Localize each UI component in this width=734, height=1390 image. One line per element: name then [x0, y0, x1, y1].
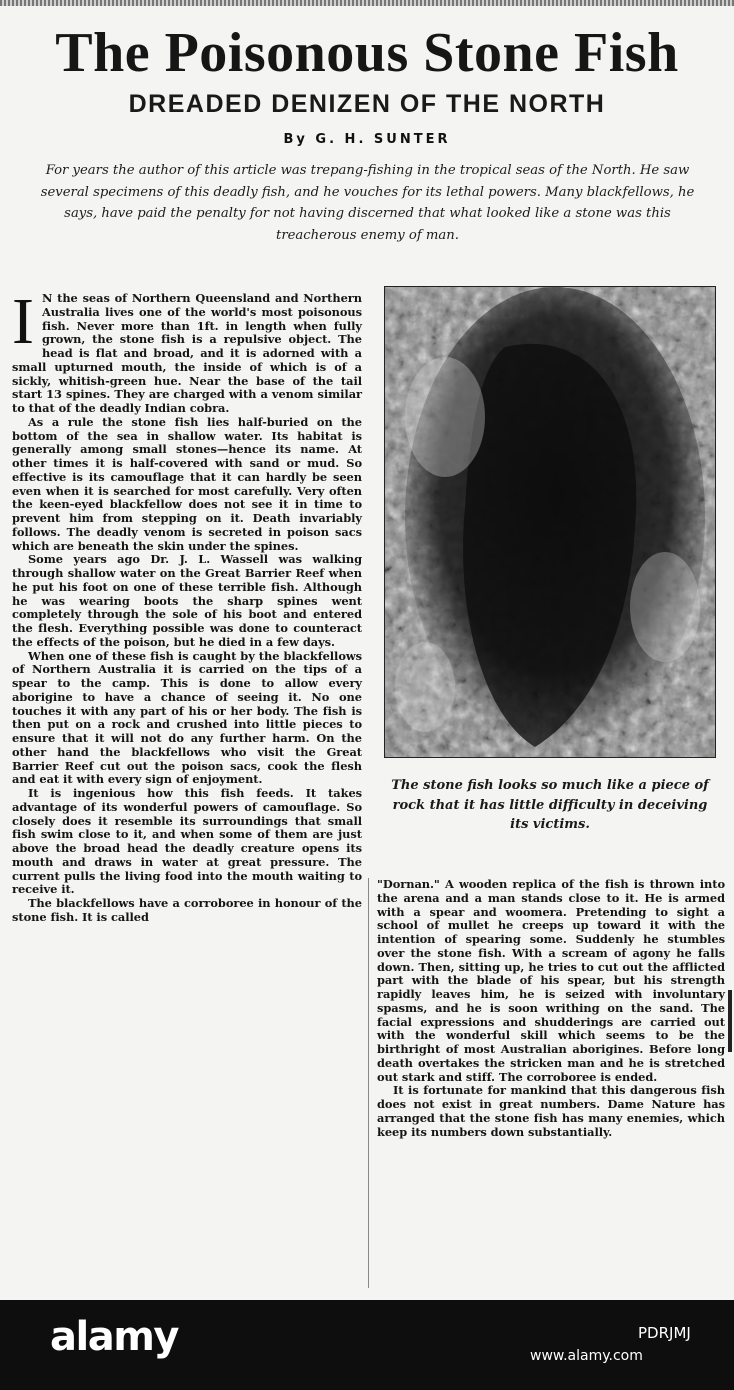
body-paragraph: The blackfellows have a corroboree in honour of the stone fish. It is called	[12, 896, 362, 924]
body-paragraph: "Dornan." A wooden replica of the fish is thrown into the arena and a man stands close to it. He is armed with a spear and woomera. Pretending to sight a school of mullet he creeps up toward it with the intention of spearing some. Suddenly he stumbles over the stone fish. With a scream of agony he falls down. Then, sitting up, he tries to cut out the afflicted part with the blade of his spear, but his strength rapidly leaves him, he is seized with involuntary spasms, and he is soon writhing on the sand. The facial expressions and shudderings are carried out with the wonderful skill which seems to be the birthright of most Australian aborigines. Before long death overtakes the stricken man and he is stretched out stark and stiff. The corroboree is ended.	[377, 877, 725, 1084]
photo-caption: The stone fish looks so much like a piece of rock that it has little difficulty in deceiving its victims.	[391, 778, 709, 832]
drop-cap: I	[12, 285, 34, 358]
top-border-rule	[0, 0, 734, 6]
column-divider	[368, 878, 369, 1288]
body-paragraph: When one of these fish is caught by the blackfellows of Northern Australia it is carried on the tips of a spear to the camp. This is done to allow every aborigine to have a chance of seeing it. No one touches it with any part of his or her body. The fish is then put on a rock and crushed into little pieces to ensure that it will not do any further harm. On the other hand the blackfellows who visit the Great Barrier Reef cut out the poison sacs, cook the flesh and eat it with every sign of enjoyment.	[12, 648, 362, 787]
article-standfirst: For years the author of this article was trepang-fishing in the tropical seas of the North. He saw several specimens of this deadly fish, and he vouches for its lethal powers. Many blackfellows, he says, have paid the penalty for not having discerned that what looked like a stone was this treacherous enemy of man.	[40, 163, 695, 243]
article-subtitle: DREADED DENIZEN OF THE NORTH	[128, 90, 606, 118]
margin-mark	[728, 990, 732, 1052]
body-column-left	[12, 285, 362, 1282]
body-paragraph: It is fortunate for mankind that this dangerous fish does not exist in great numbers. Dame Nature has arranged that the stone fish has many enemies, which keep its numbers down substantially.	[377, 1083, 725, 1139]
watermark-url: www.alamy.com	[530, 1348, 643, 1364]
body-column-right	[377, 878, 725, 1288]
body-paragraph-text: N the seas of Northern Queensland and Northern Australia lives one of the world's most poisonous fish. Never more than 1ft. in length when fully grown, the stone fish is a repulsive object. The head is flat and broad, and it is adorned with a small upturned mouth, the inside of which is of a sickly, whitish-green hue. Near the base of the tail start 13 spines. They are charged with a venom similar to that of the deadly Indian cobra.	[12, 291, 362, 415]
body-paragraph: As a rule the stone fish lies half-buried on the bottom of the sea in shallow water. Its habitat is generally among small stones—hence its name. At other times it is half-covered with sand or mud. So effective is its camouflage that it can hardly be seen even when it is searched for most carefully. Very often the keen-eyed blackfellow does not see it in time to prevent him from stepping on it. Death invariably follows. The deadly venom is secreted in poison sacs which are beneath the skin under the spines.	[12, 414, 362, 553]
watermark-image-id: PDRJMJ	[638, 1324, 691, 1342]
body-paragraph: Some years ago Dr. J. L. Wassell was walking through shallow water on the Great Barrier Reef when he put his foot on one of these terrible fish. Although he was wearing boots the sharp spines went completely through the sole of his boot and entered the flesh. Everything possible was done to counteract the effects of the poison, but he died in a few days.	[12, 552, 362, 649]
watermark-brand: alamy	[50, 1314, 178, 1360]
watermark-bar	[0, 1300, 734, 1390]
body-paragraph	[12, 285, 362, 416]
body-paragraph: It is ingenious how this fish feeds. It takes advantage of its wonderful powers of camouflage. So closely does it resemble its surroundings that small fish swim close to it, and when some of them are just above the broad head the deadly creature opens its mouth and draws in water at great pressure. The current pulls the living food into the mouth waiting to receive it.	[12, 786, 362, 897]
stone-fish-photo-image	[385, 287, 716, 758]
stone-fish-photo	[384, 286, 716, 758]
article-title: The Poisonous Stone Fish	[55, 22, 679, 84]
article-byline: By G. H. SUNTER	[283, 132, 451, 147]
